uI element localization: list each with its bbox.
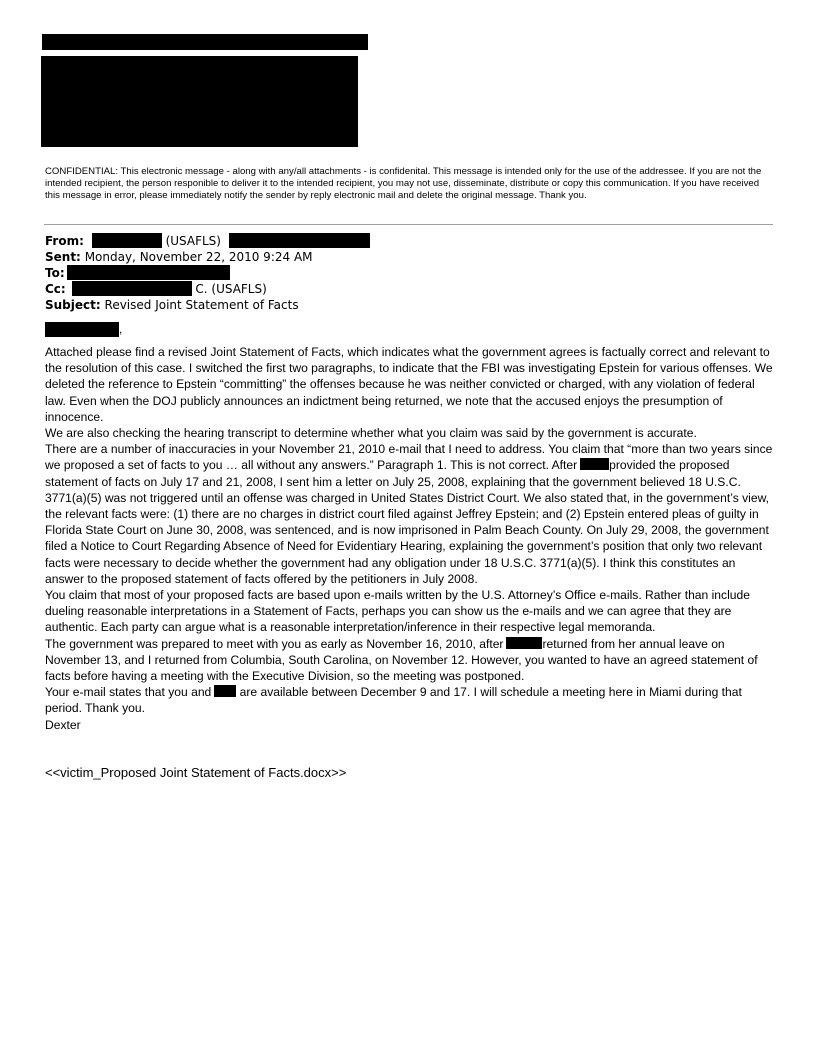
cc-suffix: C. (USAFLS): [195, 282, 267, 296]
redaction-from-name: [92, 233, 162, 248]
subject-label: Subject:: [45, 298, 101, 312]
paragraph-5-part-b: returned from her annual leave on November 13, and I returned from Columbia, South Carolina, on November 12. However, you wanted to have an agreed statement of facts before having a meeting with the Executive Division, so the meeting was postponed.: [45, 636, 758, 684]
paragraph-6-part-b: are available between December 9 and 17. I will schedule a meeting here in Miami during that period. Thank you.: [45, 685, 742, 716]
redaction-inline-name: [506, 637, 542, 649]
signature: Dexter: [45, 717, 81, 732]
subject-value: Revised Joint Statement of Facts: [104, 298, 299, 312]
redaction-cc: [72, 281, 192, 296]
paragraph-6-part-a: Your e-mail states that you and: [45, 685, 212, 700]
redaction-signature-block: [41, 56, 358, 147]
paragraph-2: We are also checking the hearing transcript to determine whether what you claim was said by the government is accurate.: [45, 426, 697, 441]
from-label: From:: [45, 234, 84, 248]
paragraph-3-part-a: There are a number of inaccuracies in your November 21, 2010 e-mail that I need to address. You claim that “more than two years since we proposed a set of facts to you … all without any answers.” Paragraph 1. This is not correct. After: [45, 442, 773, 473]
redaction-to: [67, 265, 230, 280]
sent-line: [45, 249, 775, 265]
redaction-header-line: [42, 34, 368, 50]
to-label: To:: [45, 266, 65, 280]
cc-label: Cc:: [45, 282, 66, 296]
subject-line: [45, 297, 775, 313]
confidential-notice: CONFIDENTIAL: This electronic message - along with any/all attachments - is confidenital. This message is intended only for the use of the addressee. If you are not the intended recipient, the person responible to deliver it to the intended recipient, you may not use, disseminate, distribute or copy this communication. If you have received this message in error, please immediately notify the sender by reply electronic mail and delete the original message. Thank you.: [45, 166, 762, 201]
paragraph-1: Attached please find a revised Joint Statement of Facts, which indicates what the government agrees is factually correct and relevant to the resolution of this case. I switched the first two paragraphs, to indicate that the FBI was investigating Epstein for various offenses. We deleted the reference to Epstein “committing” the offenses because he was neither convicted or charged, with any violation of federal law. Even when the DOJ publicly announces an indictment being returned, we note that the accused enjoys the presumption of innocence.: [45, 345, 773, 424]
sent-label: Sent:: [45, 250, 81, 264]
redaction-from-email: [229, 233, 370, 248]
attachment-link[interactable]: <<victim_Proposed Joint Statement of Facts.docx>>: [45, 765, 347, 780]
redaction-greeting: [45, 322, 119, 337]
paragraph-5-part-a: The government was prepared to meet with you as early as November 16, 2010, after: [45, 636, 504, 651]
paragraph-5: [45, 636, 775, 685]
paragraph-4: You claim that most of your proposed facts are based upon e-mails written by the U.S. Attorney’s Office e-mails. Rather than include dueling reasonable interpretations in a Statement of Facts, perhaps you can show us the e-mails and we can agree that they are authentic. Each party can argue what is a reasonable interpretation/inference in their respective legal memoranda.: [45, 588, 750, 635]
email-body: [45, 344, 775, 733]
paragraph-6: [45, 684, 775, 716]
divider: [44, 224, 773, 225]
to-line: [45, 265, 775, 281]
greeting-punct: ,: [119, 322, 123, 336]
paragraph-3: [45, 441, 775, 587]
paragraph-3-part-b: provided the proposed statement of facts on July 17 and 21, 2008, I sent him a letter on July 25, 2008, explaining that the government believed 18 U.S.C. 3771(a)(5) was not triggered until an offense was charged in United States District Court. We also stated that, in the government’s view, the relevant facts were: (1) there are no charges in district court filed against Jeffrey Epstein; and (2) Epstein entered pleas of guilty in Florida State Court on June 30, 2008, was sentenced, and is now imprisoned in Palm Beach County. On July 29, 2008, the government filed a Notice to Court Regarding Absence of Need for Evidentiary Hearing, explaining the government’s position that only two relevant facts were necessary to decide whether the government had any obligation under 18 U.S.C. 3771(a)(5). I think this constitutes an answer to the proposed statement of facts offered by the petitioners in July 2008.: [45, 458, 769, 586]
redaction-inline-name: [580, 458, 609, 470]
cc-line: [45, 281, 775, 297]
from-line: [45, 233, 775, 249]
sent-value: Monday, November 22, 2010 9:24 AM: [84, 250, 313, 264]
from-suffix: (USAFLS): [165, 234, 221, 248]
redaction-inline-name: [214, 685, 236, 697]
